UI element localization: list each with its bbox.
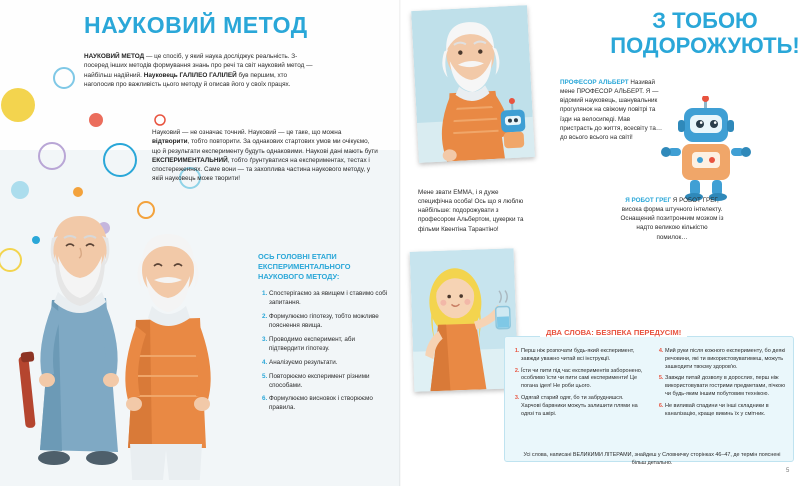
intro-body-2e: , тобто ґрунтуватися на експериментах, тестах і спостереженнях. Саме вони — та захоплива частина наукового методу, у якій науковець може творити! — [152, 156, 371, 183]
stages-title: ОСЬ ГОЛОВНІ ЕТАПИ ЕКСПЕРИМЕНТАЛЬНОГО НАУКОВОГО МЕТОДУ: — [258, 252, 351, 281]
intro-paragraph-2 — [152, 128, 378, 184]
intro-paragraph-1 — [84, 52, 316, 89]
greg-body: Я РОБОТ ГРЕГ, висока форма штучного інтелекту. Оснащений позитронним мозком із надто великою кількістю помилок… — [620, 197, 724, 241]
scientists-illustration — [10, 180, 260, 480]
footnote: Усі слова, написані ВЕЛИКИМИ ЛІТЕРАМИ, знайдеш у Словничку сторінках 46–47, де термін пояснені більш детально. — [523, 452, 781, 466]
page-number: 5 — [786, 468, 790, 474]
intro-lead-1b: Науковець ГАЛІЛЕО ГАЛІЛЕЙ — [143, 71, 237, 79]
safety-title: ДВА СЛОВА: БЕЗПЕКА ПЕРЕДУСІМ! — [540, 328, 687, 337]
list-item: 2. Їсти чи пити під час експериментів заборонено, особливо їсти чи пити самі експерименти! Це погана ідея! Не роби цього. — [521, 368, 644, 391]
list-item: 1. Перш ніж розпочати будь-який експеримент, завжди уважно читай всі інструкції. — [521, 348, 644, 364]
scientist-orange-figure — [125, 234, 210, 480]
stages-list — [258, 290, 390, 418]
greg-lead: Я РОБОТ ГРЕГ — [625, 197, 672, 204]
emma-photo-card — [410, 248, 519, 392]
intro-body-2c: , тобто повторити. За однакових стартових умов ми очікуємо, що й результати експерименту будуть однаковими. Наукові дані мають бути — [152, 138, 378, 155]
emma-illustration — [410, 248, 519, 392]
safety-column-left — [512, 348, 644, 422]
list-item: 5. Повторюємо експеримент різними способами. — [269, 373, 390, 391]
greg-caption — [620, 196, 724, 242]
list-item: 6. Не виливай спадини чи інші складники в каналізацію, краще викинь їх у смітник. — [665, 403, 788, 419]
list-item: 6. Формулюємо висновок і створюємо правила. — [269, 395, 390, 413]
right-title-line-2: ПОДОРОЖУЮТЬ! — [610, 33, 800, 59]
right-page-title — [610, 8, 800, 59]
list-item: 4. Мий руки після кожного експерименту, бо деякі речовини, які ти використовуватимеш, можуть зашкодити твоєму здоров'ю. — [665, 348, 788, 371]
robot-greg-illustration — [656, 96, 760, 202]
intro-body-1b: був першим, хто наголосив про важливість цього методу й описав його у своїх працях. — [84, 71, 291, 88]
albert-body: Називай мене ПРОФЕСОР АЛЬБЕРТ. Я — відомий науковець, шанувальник прогулянок на свіжому повітрі та їзди на велосипеді. Мав пристрасть до життя, всесвіту та… до всього всього на світі! — [560, 79, 663, 141]
albert-lead: ПРОФЕСОР АЛЬБЕРТ — [560, 79, 629, 86]
professor-photo-card — [411, 5, 535, 163]
list-item: 2. Формулюємо гіпотезу, тобто можливе пояснення явища. — [269, 313, 390, 331]
intro-lead-1: НАУКОВИЙ МЕТОД — [84, 53, 145, 60]
list-item: 3. Проводимо експеримент, аби підтвердити гіпотезу. — [269, 336, 390, 354]
emma-caption — [418, 188, 526, 234]
safety-columns — [512, 348, 788, 422]
emma-body: Мене звати ЕММА, і я дуже специфічна особа! Ось що я люблю найбільше: подорожувати з професором Альбертом, цукерки та фільми Квентіна Тарантіно! — [418, 189, 524, 233]
list-item: 1. Спостерігаємо за явищем і ставимо собі запитання. — [269, 290, 390, 308]
albert-caption — [560, 78, 664, 142]
list-item: 5. Завжди питай дозволу в дорослих, перш ніж використовувати гострими предметами, пічкою чи будь-яким іншим побутовим технікою. — [665, 375, 788, 398]
intro-lead-2d: ЕКСПЕРИМЕНТАЛЬНИЙ — [152, 156, 228, 164]
intro-body-1: — це спосіб, у який наука досліджує реальність. З-посеред інших методів формування знань про речі та світ науковий метод — найбільш надійний. — [84, 53, 313, 79]
right-title-line-1: З ТОБОЮ — [652, 8, 758, 33]
list-item: 3. Одягай старий одяг, бо ти забруднишся. Харчові барвники можуть залишити плями на одязі та шкірі. — [521, 395, 644, 418]
intro-body-2a: Науковий — не означає точний. Науковий — це таке, що можна — [152, 129, 342, 136]
page-title: НАУКОВИЙ МЕТОД — [84, 12, 308, 38]
galileo-figure — [18, 216, 119, 465]
intro-lead-2b: відтворити — [152, 138, 188, 146]
list-item: 4. Аналізуємо результати. — [269, 359, 390, 368]
professor-illustration — [411, 5, 535, 163]
safety-column-right — [656, 348, 788, 422]
